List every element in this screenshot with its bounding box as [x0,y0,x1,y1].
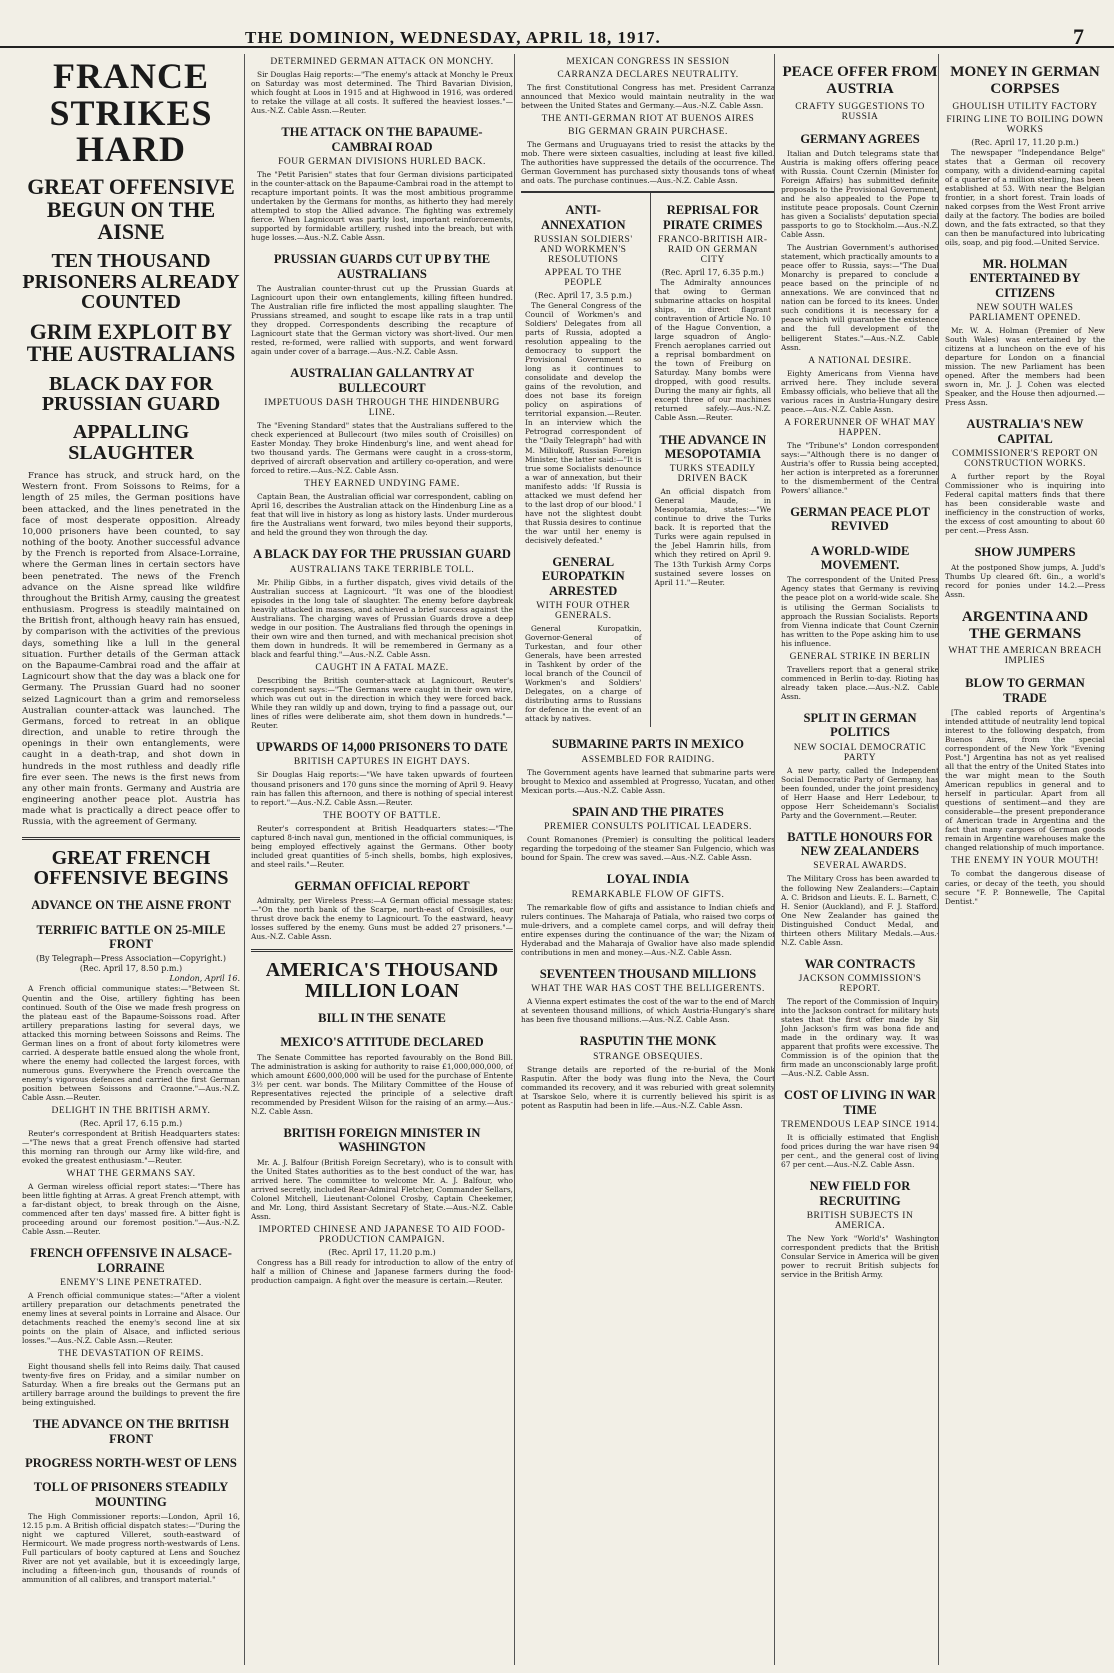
headline-appalling-slaughter: APPALLING SLAUGHTER [68,421,194,464]
article-text: The Germans and Uruguayans tried to resist the attacks by the mob. There were sixteen casualties, including at least five killed. The authorities have suppressed the details of the occurrence. The German Government has purchased sixty thousands tons of wheat and oats. The purchase continues.—Aus.-N.Z. Cable Assn. [521,140,775,186]
dateline: London, April 16. [169,974,240,984]
subhead-commissioner-report: COMMISSIONER'S REPORT ON CONSTRUCTION WORKS. [952,449,1098,469]
headline-bapaume-cambrai: THE ATTACK ON THE BAPAUME-CAMBRAI ROAD [281,125,483,154]
subhead-devastation-reims: THE DEVASTATION OF REIMS. [58,1349,204,1360]
headline-seventeen-thousand: SEVENTEEN THOUSAND MILLIONS [539,966,757,981]
headline-france-strikes-hard: FRANCE STRIKES HARD [49,56,213,170]
headline-spain-pirates: SPAIN AND THE PIRATES [572,804,724,819]
headline-mesopotamia: THE ADVANCE IN MESOPOTAMIA [659,432,767,461]
article-text: The newspaper "Independance Belge" states that a German oil recovery company, with a dividend-earning capital of a quarter of a million sterling, has been established at 53. With near the Belgian frontier, in a short forest. Train loads of naked corpses from the West Front arrive daily at the factory. The bodies are boiled down, and the fats extracted, so that they can then be manufactured into lubricating oils, soap, and pig food.—United Service. [945,147,1105,247]
headline-balfour-washington: BRITISH FOREIGN MINISTER IN WASHINGTON [283,1126,481,1155]
article-text: Congress has a Bill ready for introduction to allow of the entry of half a million of Chinese and Japanese farmers during the food-production campaign. A fight over the measure is certain.—Reuter. [251,1258,513,1286]
byline: (By Telegraph—Press Association—Copyright.) [36,954,226,964]
subhead-jackson-commission: JACKSON COMMISSION'S REPORT. [798,974,922,995]
column-5 [938,54,1105,1665]
headline-split-german-politics: SPLIT IN GERMAN POLITICS [803,710,917,740]
subhead-russian-resolutions: RUSSIAN SOLDIERS' AND WORKMEN'S RESOLUTIONS [533,235,633,265]
article-text: The remarkable flow of gifts and assistance to Indian chiefs and rulers continues. The Maharaja of Patiala, who raised two corps of mule-drivers, and a complete camel corps, and will defray their entire expenses during the continuance of the war; the Nizam of Hyderabad and the Maharaja of Gwalior have also made splendid contributions in men and money.—Aus.-N.Z. Cable Assn. [521,902,775,957]
article-text: Italian and Dutch telegrams state that Austria is making offers offering peace with Russia. Count Czernin (Minister for Foreign Affairs) has submitted definite proposals to the Provisional Government, and he also appealed to the Pope to institute peace proposals. Count Czernin has given a Socialists' deputation special passports to go to Stockholm.—Aus.-N.Z. Cable Assn. [781,148,939,240]
subhead-crafty-suggestions: CRAFTY SUGGESTIONS TO RUSSIA [795,101,925,122]
received-time: (Rec. April 17, 6.15 p.m.) [79,1118,183,1128]
headline-rasputin: RASPUTIN THE MONK [579,1034,717,1049]
subhead-forerunner: A FORERUNNER OF WHAT MAY HAPPEN. [784,417,936,438]
headline-black-day: BLACK DAY FOR PRUSSIAN GUARD [41,372,221,415]
subhead-mexicos-attitude: MEXICO'S ATTITUDE DECLARED [280,1035,484,1050]
headline-great-offensive: GREAT OFFENSIVE BEGUN ON THE AISNE [27,174,235,245]
subhead-terrific-battle: TERRIFIC BATTLE ON 25-MILE FRONT [36,922,226,952]
headline-battle-honours: BATTLE HONOURS FOR NEW ZEALANDERS [787,829,933,859]
subhead-four-generals: WITH FOUR OTHER GENERALS. [536,600,631,621]
article-text: To combat the dangerous disease of caries, or decay of the teeth, you should secure "F. P. Bonnewelle, The Capital Dentist." [945,869,1105,906]
subhead-tremendous-leap: TREMENDOUS LEAP SINCE 1914. [781,1120,939,1131]
article-text: Mr. Philip Gibbs, in a further dispatch, gives vivid details of the Australian success at Lagnicourt. "It was one of the bloodiest episodes in the long tale of slaughter. The enemy before daybreak heavily attacked in masses, and achieved a brief success against the Australians. The charging waves of Prussian Guards drove a deep wedge in our position. The Australians fled through the openings in their own wire and then turned, and with mechanical precision shot them down in hundreds. It will be remembered in Germany as a black and fearful thing."—Aus.-N.Z. Cable Assn. [251,577,513,659]
subhead-american-breach: WHAT THE AMERICAN BREACH IMPLIES [948,646,1102,667]
article-text: Eight thousand shells fell into Reims daily. That caused twenty-five fires on Friday, and a similar number on Saturday. When a fire breaks out the Germans put an artillery barrage around the buildings to prevent the fire being extinguished. [22,1362,240,1408]
article-text: The report of the Commission of Inquiry into the Jackson contract for military huts states that the first offer made by Sir John Jackson's firm was bona fide and made in the ordinary way. It was apparent that profits were excessive. The Commission is of the opinion that the firm made an unconscionably large profit.—Aus.-N.Z. Cable Assn. [781,997,939,1079]
anti-annexation-box [521,193,646,727]
article-text: The Austrian Government's authorised statement, which practically amounts to a peace offer to Russia, says:—"The Dual Monarchy is prepared to conclude a peace based on the principle of no annexations. We are convinced that no nation can be forced to its knees. Under such conditions it is necessary for a peace which will guarantee the existence and the full development of the belligerent States."—Aus.-N.Z. Cable Assn. [781,243,939,352]
article-text: The "Petit Parisien" states that four German divisions participated in the counter-attack on the Bapaume-Cambrai road in the attempt to recapture important points. It was the most ambitious programme undertaken by the Germans for months, as hitherto they had merely attempted to stop the Allied advance. The fighting was extremely fierce. When Lagnicourt was partly lost, important reinforcements, supported by formidable artillery, rushed into the breach, but with huge losses.—Aus.-N.Z. Cable Assn. [251,169,513,243]
subhead-national-desire: A NATIONAL DESIRE. [808,355,912,366]
article-text: Sir Douglas Haig reports:—"We have taken upwards of fourteen thousand prisoners and 170 guns since the morning of April 9. Heavy rain has fallen this afternoon, and there is nothing of special interest to report."—Aus.-N.Z. Cable Assn.—Reuter. [251,770,513,807]
article-text: Captain Bean, the Australian official war correspondent, cabling on April 16, describes the Australian attack on the Hindenburg Line as a feat that will live in history as long as history lasts. Under murderous fire the Australians went forward, two miles beyond their supports, and held the ground they won through the day. [251,492,513,538]
received-time: (Rec. April 17, 6.35 p.m.) [661,268,764,277]
subhead-buenos-aires: THE ANTI-GERMAN RIOT AT BUENOS AIRES [541,114,755,125]
article-text: It is officially estimated that English food prices during the war have risen 94 per cent., and the general cost of living 67 per cent.—Aus.-N.Z. Cable Assn. [781,1133,939,1170]
subhead-war-cost: WHAT THE WAR HAS COST THE BELLIGERENTS. [531,984,765,995]
subhead-terrible-toll: AUSTRALIANS TAKE TERRIBLE TOLL. [289,564,475,575]
article-text: Count Romanones (Premier) is consulting the political leaders regarding the torpedoing of the steamer San Fulgencio, which was bound for Spain. The crew was saved.—Aus.-N.Z. Cable Assn. [521,835,775,863]
headline-peace-offer-austria: PEACE OFFER FROM AUSTRIA [782,64,938,98]
article-text: The correspondent of the United Press Agency states that Germany is reviving the peace plot on a world-wide scale. She is utilising the German Socialists to approach the Russian Socialists. Reports from Vienna indicate that Count Czernin has written to the Pope asking him to use his influence. [781,575,939,648]
subhead-world-wide: A WORLD-WIDE MOVEMENT. [810,543,910,573]
article-text: Travellers report that a general strike commenced in Berlin to-day. Rioting has already taken place.—Aus.-N.Z. Cable Assn. [781,664,939,701]
subhead-mexican-congress: MEXICAN CONGRESS IN SESSION [566,57,730,67]
article-text: The Senate Committee has reported favourably on the Bond Bill. The administration is asking for authority to raise £1,000,000,000, of which amount £600,000,000 will be used for the purchase of Entente 3½ per cent. war bonds. The Military Committee of the House of Representatives rejected the principle of a selective draft recommended by President Wilson for the raising of an army.—Aus.-N.Z. Cable Assn. [251,1052,513,1116]
subhead-delight: DELIGHT IN THE BRITISH ARMY. [51,1105,211,1116]
subhead-bill-senate: BILL IN THE SENATE [318,1011,446,1026]
subhead-progress-lens: PROGRESS NORTH-WEST OF LENS [25,1456,237,1471]
headline-prussian-guards-cut-up: PRUSSIAN GUARDS CUT UP BY THE AUSTRALIANS [273,252,491,281]
subhead-alsace-lorraine: FRENCH OFFENSIVE IN ALSACE-LORRAINE [30,1246,232,1275]
article-text: The High Commissioner reports:—London, April 16, 12.15 p.m. A British official dispatch states:—"During the night we captured Villeret, south-eastward of Hermicourt. We made progress north-westwards of Lens. Full particulars of booty captured at Lens and Souchez River are not yet available, but it is exceedingly large, including a fifteen-inch gun, thousands of rounds of ammunition of all calibres, and transport material." [22,1512,240,1585]
headline-australian-gallantry: AUSTRALIAN GALLANTRY AT BULLECOURT [290,366,474,395]
subhead-monchy: DETERMINED GERMAN ATTACK ON MONCHY. [270,57,494,67]
received-time: (Rec. April 17, 11.20 p.m.) [328,1248,436,1257]
subhead-nsw-parliament: NEW SOUTH WALES PARLIAMENT OPENED. [969,302,1081,323]
subhead-turks-driven: TURKS STEADILY DRIVEN BACK [669,464,756,485]
subhead-british-subjects: BRITISH SUBJECTS IN AMERICA. [806,1211,914,1231]
headline-cost-of-living: COST OF LIVING IN WAR TIME [784,1088,936,1117]
subhead-what-germans-say: WHAT THE GERMANS SAY. [66,1169,196,1180]
article-text: The Government agents have learned that submarine parts were brought to Mexico and assembled at Progresso, Yucatan, and other Mexican ports.—Aus.-N.Z. Cable Assn. [521,767,775,795]
article-text: A French official communique states:—"Between St. Quentin and the Oise, artillery fighting has been continued. South of the Oise we made fresh progress on the plateau east of the Bapaume-Soissons road. After artillery preparations lasting for several days, we attacked this morning between Soissons and Reims. The German lines on a front of about forty kilometres were carried. A desperate battle ensued along the whole front, where the enemy had collected the largest forces, with numerous guns. Everywhere the French overcame the enemy's vigorous defences and carried the first German position between Soissons and Craonne."—Aus.-N.Z. Cable Assn.—Reuter. [22,984,240,1102]
two-column-section [521,191,775,727]
headline-submarine-mexico: SUBMARINE PARTS IN MEXICO [551,737,745,752]
subhead-carranza: CARRANZA DECLARES NEUTRALITY. [557,70,739,80]
page-number: 7 [1073,24,1084,49]
subhead-obsequies: STRANGE OBSEQUIES. [593,1051,703,1062]
subhead-impetuous-dash: IMPETUOUS DASH THROUGH THE HINDENBURG LINE. [264,397,500,418]
masthead-title: THE DOMINION, WEDNESDAY, APRIL 18, 1917. [245,28,661,47]
headline-money-corpses: MONEY IN GERMAN CORPSES [950,64,1100,98]
subhead-grain-purchase: BIG GERMAN GRAIN PURCHASE. [568,127,728,138]
subhead-premier-consults: PREMIER CONSULTS POLITICAL LEADERS. [544,822,752,833]
subhead-strike-berlin: GENERAL STRIKE IN BERLIN [789,651,931,662]
headline-german-official-report: GERMAN OFFICIAL REPORT [294,878,470,893]
reprisal-box [650,193,776,727]
article-text: The "Evening Standard" states that the Australians suffered to the check experienced at Bullecourt (two miles south of Croisilles) on Easter Monday. They broke Hindenburg's line, and went ahead for two thousand yards. The Germans were caught in a cross-storm, deprived of aircraft observation and artillery co-operation, and were forced to retire.—Aus.-N.Z. Cable Assn. [251,420,513,476]
article-text: Strange details are reported of the re-burial of the Monk Rasputin. After the body was flung into the Neva, the Court commanded its recovery, and it was reburied with great solemnity at Tsarskoe Selo, where it is currently believed his spirit is as potent as Rasputin had been in life.—Aus.-N.Z. Cable Assn. [521,1064,775,1110]
subhead-ghoulish-factory: GHOULISH UTILITY FACTORY [952,101,1098,112]
article-text: Reuter's correspondent at British Headquarters states:—"The news that a great French offensive had started this morning ran through our Army like wild-fire, and evoked the greatest enthusiasm."—Reuter. [22,1128,240,1165]
subhead-germany-agrees: GERMANY AGREES [800,131,920,146]
headline-anti-annexation: ANTI-ANNEXATION [541,203,626,232]
subhead-enemy-mouth: THE ENEMY IN YOUR MOUTH! [951,856,1099,867]
subhead-appeal-people: APPEAL TO THE PEOPLE [544,268,622,288]
headline-holman: MR. HOLMAN ENTERTAINED BY CITIZENS [969,256,1081,300]
article-text: Eighty Americans from Vienna have arrived here. They include several Embassy officials, who believe that all the various races in Austria-Hungary desire peace.—Aus.-N.Z. Cable Assn. [781,368,939,414]
headline-europatkin-arrested: GENERAL EUROPATKIN ARRESTED [541,554,625,598]
headline-argentina: ARGENTINA AND THE GERMANS [961,608,1089,642]
subhead-chinese-japanese: IMPORTED CHINESE AND JAPANESE TO AID FOOD-PRODUCTION CAMPAIGN. [258,1225,506,1245]
article-text: [The cabled reports of Argentina's intended attitude of neutrality lend topical interest to the following despatch, from Buenos Aires, from the special correspondent of the New York "Evening Post."] Argentina has not as yet realised all that the entry of the United States into the war might mean to the South American republics in general and to herself in particular. Apart from all questions of sentiment—and they are considerable—the present preponderance of American trade in Argentina and the fact that many cargoes of German goods remain in Argentine warehouses make the changed relationship of much importance. [945,707,1105,853]
headline-americas-loan: AMERICA'S THOUSAND MILLION LOAN [265,959,499,1002]
article-text: Reuter's correspondent at British Headquarters states:—"The captured 8-inch naval gun, mentioned in the official communiques, is being employed effectively against the Germans. Other booty included great quantities of 5-inch shells, bombs, high explosives, and steel rails."—Reuter. [251,823,513,869]
article-text: The Admiralty announces that owing to German submarine attacks on hospital ships, in direct flagrant contravention of Article No. 10 of the Hague Convention, a large squadron of Anglo-French aeroplanes carried out a reprisal bombardment on the town of Freiburg on Saturday. Many bombs were dropped, with good results. During the many air fights, all except three of our machines returned safely.—Aus.-N.Z. Cable Assn.—Reuter. [654,278,771,423]
subhead-enemy-line: ENEMY'S LINE PENETRATED. [60,1277,202,1288]
headline-new-field-recruiting: NEW FIELD FOR RECRUITING [809,1179,911,1208]
subhead-air-raid: FRANCO-BRITISH AIR-RAID ON GERMAN CITY [657,235,768,265]
article-text: Describing the British counter-attack at Lagnicourt, Reuter's correspondent says:—"The Germans were caught in their own wire, which was cut out in the direction in which they were forced back. While they ran wildly up and down, trying to find a passage out, our lines of rifles were deliberate aim, shot them down in hundreds."—Reuter. [251,675,513,731]
subhead-eight-days: BRITISH CAPTURES IN EIGHT DAYS. [293,757,471,768]
article-text: The "Tribune's" London correspondent says:—"Although there is no danger of Austria's offer to Russia being accepted, her action is interpreted as a forerunner to the dismemberment of the Central Powers' alliance." [781,440,939,495]
headline-great-french-offensive: GREAT FRENCH OFFENSIVE BEGINS [33,846,229,889]
subhead-blow-trade: BLOW TO GERMAN TRADE [965,676,1085,705]
article-text: The Australian counter-thrust cut up the Prussian Guards at Lagnicourt upon their own entanglements, killing fifteen hundred. The Australian rifle fire inflicted the most appalling slaughter. The Prussians streamed, and sought to escape like rats in a trap until they dropped. Correspondents describing the recapture of Lagnicourt state that the German victory was short-lived. Our men rested, re-formed, were rallied with supports, and went forward again under cover of a barrage.—Aus.-N.Z. Cable Assn. [251,283,513,357]
subhead-booty: THE BOOTY OF BATTLE. [323,810,441,821]
headline-new-capital: AUSTRALIA'S NEW CAPITAL [966,417,1084,446]
article-text: The first Constitutional Congress has met. President Carranza announced that Mexico would maintain neutrality in the war between the United States and Germany.—Aus.-N.Z. Cable Assn. [521,83,775,111]
subhead-raiding: ASSEMBLED FOR RAIDING. [581,754,715,765]
article-text: A new party, called the Independent Social Democratic Party of Germany, has been founded, under the joint presidency of Herr Haase and Herr Ledebour, to oppose Herr Scheidemann's Socialist Party and the Government.—Reuter. [781,765,939,820]
received-time: (Rec. April 17, 11.20 p.m.) [971,137,1079,147]
article-text: Mr. A. J. Balfour (British Foreign Secretary), who is to consult with the United States authorities as to the best conduct of the war, has arrived here. The committee to welcome Mr. A. J. Balfour, who arrived secretly, included Rear-Admiral Fletcher, Commander Sellars, Colonel Mitchell, Lieutenant-Colonel Crosby, Captain Cheekemer, and Mr. Long, third Assistant Secretary of State.—Aus.-N.Z. Cable Assn. [251,1157,513,1221]
article-text: An official dispatch from General Maude, in Mesopotamia, states:—"We continue to drive the Turks back. It is reported that the Turks were again repulsed in the Jebel Hamrin hills, from which they retired on April 9. The 13th Turkish Army Corps sustained severe losses on April 11."—Reuter. [654,487,771,587]
subhead-four-divisions: FOUR GERMAN DIVISIONS HURLED BACK. [278,156,486,167]
article-text: A Vienna expert estimates the cost of the war to the end of March at seventeen thousand millions, of which Austria-Hungary's share has been five thousand millions.—Aus.-N.Z. Cable Assn. [521,997,775,1025]
column-2 [244,54,513,1665]
article-text: A French official communique states:—"After a violent artillery preparation our detachments penetrated the enemy lines at several points in Lorraine and Alsace. Our detachments reached the enemy's second line at six points on the plain of Alsace, and inflicted serious losses."—Aus.-N.Z. Cable Assn.—Reuter. [22,1290,240,1346]
headline-14000-prisoners: UPWARDS OF 14,000 PRISONERS TO DATE [256,740,508,755]
masthead [0,0,1114,48]
headline-loyal-india: LOYAL INDIA [606,872,690,887]
headline-show-jumpers: SHOW JUMPERS [974,545,1076,560]
headline-reprisal: REPRISAL FOR PIRATE CRIMES [663,203,763,232]
subhead-firing-line: FIRING LINE TO BOILING DOWN WORKS [946,114,1104,135]
article-text: At the postponed Show jumps, A. Judd's Thumbs Up cleared 6ft. 6in., a world's record for ponies under 14.2.—Press Assn. [945,562,1105,599]
headline-ten-thousand-prisoners: TEN THOUSAND PRISONERS ALREADY COUNTED [22,250,240,314]
article-text: The Military Cross has been awarded to the following New Zealanders:—Captain A. C. Bridson and Lieuts. E. L. Barnett, C. H. Senior (Auckland), and F. J. Stafford. One New Zealander has gained the Distinguished Conduct Medal, and thirteen others Military Medals.—Aus.-N.Z. Cable Assn. [781,874,939,947]
subhead-fatal-maze: CAUGHT IN A FATAL MAZE. [315,662,449,673]
article-text: The General Congress of the Council of Workmen's and Soldiers' Delegates from all parts of Russia, adopted a resolution appealing to the democracy to support the Provisional Government so long as it continues to consolidate and develop the gains of the revolution, and does not base its foreign policy on aspirations of territorial expansion.—Reuter. In an interview which the Petrograd correspondent of the "Daily Telegraph" had with M. Miliukoff, Russian Foreign Minister, the latter said:—"It is true some Socialists denounce a war of annexation, but their manifesto adds: 'If Russia is attacked we must defend her to the last drop of our blood.' I have not the slightest doubt that Russia desires to continue the war until her enemy is decisively defeated." [525,301,642,545]
article-text: A further report by the Royal Commissioner who is inquiring into Federal capital matters finds that there has been considerable waste and inefficiency in the construction of works, the excess of cost amounting to about 60 per cent.—Press Assn. [945,472,1105,536]
column-4 [774,54,939,1665]
article-text: Admiralty, per Wireless Press:—A German official message states:—"On the north bank of the Scarpe, north-east of Croisilles, our thrust drove back the enemy to Lagnicourt. To the eastward, heavy losses suffered by the enemy. Guns must be added 27 prisoners."—Aus.-N.Z. Cable Assn. [251,896,513,942]
subhead-toll-prisoners: TOLL OF PRISONERS STEADILY MOUNTING [33,1480,229,1509]
subhead-advance-aisne: ADVANCE ON THE AISNE FRONT [31,898,231,913]
subhead-new-party: NEW SOCIAL DEMOCRATIC PARTY [793,742,927,763]
article-text: Sir Douglas Haig reports:—"The enemy's attack at Monchy le Preux on Saturday was most determined. The Third Bavarian Division, which fought at Loos in 1915 and at Highwood in 1916, was ordered to retake the village at all costs. It suffered the heaviest losses."—Aus.-N.Z. Cable Assn.—Reuter. [251,70,513,116]
subhead-several-awards: SEVERAL AWARDS. [813,861,907,872]
article-text: General Kuropatkin, Governor-General of Turkestan, and four other Generals, have been arrested in Tashkent by order of the local branch of the Council of Workmen's and Soldiers' Delegates, on a charge of distributing arms to Russians for defence in the event of an attack by natives. [525,623,642,724]
subhead-flow-gifts: REMARKABLE FLOW OF GIFTS. [571,889,725,900]
column-3 [514,54,775,1665]
received-time: (Rec. April 17, 3.5 p.m.) [534,291,632,300]
article-text: A German wireless official report states:—"There has been little fighting at Arras. A great French attempt, with a far-distant object, to break through on the Aisne, commenced after ten days' massed fire. A bitter fight is proceeding around our foremost position."—Aus.-N.Z. Cable Assn.—Reuter. [22,1182,240,1237]
headline-war-contracts: WAR CONTRACTS [804,956,916,971]
headline-grim-exploit: GRIM EXPLOIT BY THE AUSTRALIANS [26,318,236,367]
article-text: Mr. W. A. Holman (Premier of New South Wales) was entertained by the citizens at a luncheon on the eve of his departure for London on a financial mission. The new Parliament has been opened. After the members had been sworn in, Mr. J. J. Cohen was elected Speaker, and the House then adjourned.—Press Assn. [945,325,1105,408]
subhead-undying-fame: THEY EARNED UNDYING FAME. [304,479,460,490]
received-time: (Rec. April 17, 8.50 p.m.) [79,964,183,974]
headline-advance-british-front: THE ADVANCE ON THE BRITISH FRONT [32,1417,230,1446]
lead-paragraph: France has struck, and struck hard, on the Western front. From Soissons to Reims, for a length of 25 miles, the German positions have been attacked, and the lines penetrated in the face of most desperate opposition. Already 10,000 prisoners have been counted, to say nothing of the booty. Another successful advance by the French is reported from Alsace-Lorraine, where the German lines in certain sectors have been penetrated. The news of the French advance on the Aisne spread like wildfire throughout the British Army, causing the greatest enthusiasm. Progress is steadily maintained on the British front, although heavy rain has ensued, by comparison with the activities of the previous days, something like a lull in the general situation. Further details of the German attack on the Bapaume-Cambrai road and the affair at Lagnicourt show that the day was a black one for Germany. The Prussian Guard had no sooner seized Lagnicourt than a grim and remorseless Australian counter-attack was launched. The Germans, forced to retreat in an oblique direction, and unable to retire through the openings in their own entanglements, were caught in a death-trap, and shot down in hundreds in the most ruthless and deadly rifle fire ever seen. The news is the first news from any other main fronts. Germany and Austria are engineering another peace plot. Austria has made what is practically a direct peace offer to Russia, with the agreement of Germany. [22,471,240,828]
article-text: The New York "World's" Washington correspondent predicts that the British Consular Service in America will be given power to recruit British subjects for service in the British Army. [781,1234,939,1280]
headline-black-day-prussian: A BLACK DAY FOR THE PRUSSIAN GUARD [253,547,511,562]
headline-german-peace-plot: GERMAN PEACE PLOT REVIVED [790,504,930,534]
column-1 [22,54,240,1665]
